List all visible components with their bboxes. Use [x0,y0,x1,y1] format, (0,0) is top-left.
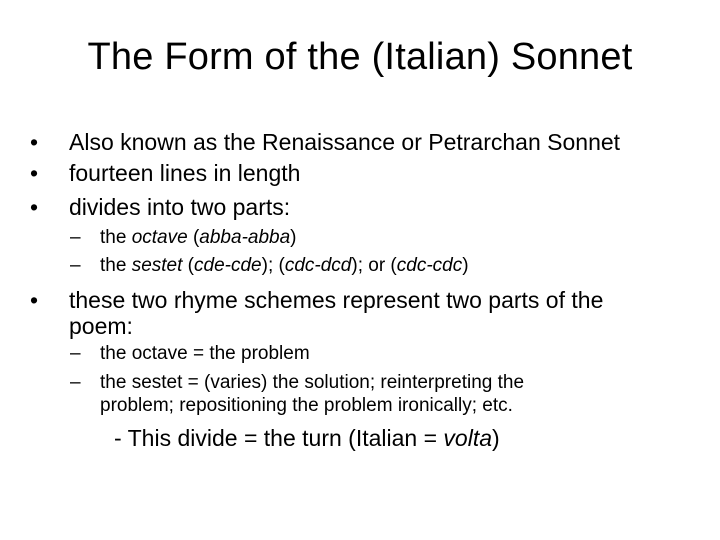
bullet-text: Also known as the Renaissance or Petrarchan Sonnet [69,129,621,155]
bullet-text: fourteen lines in length [69,160,301,186]
sestet-sep-1: ); ( [261,255,285,276]
bullet-marker: • [30,160,39,186]
turn-suffix: ) [492,425,500,451]
octave-open: ( [187,227,200,248]
bullet-marker: • [30,287,39,313]
sestet-open: ( [182,255,195,276]
bullet-text-line-1: these two rhyme schemes represent two parts of the [69,287,604,313]
sestet-scheme-1: cde-cde [194,255,262,276]
sestet-scheme-3: cdc-cdc [396,255,463,276]
bullet-text-line-2: poem: [69,313,133,339]
sestet-scheme-2: cdc-dcd [284,255,352,276]
sestet-close: ) [462,255,469,276]
octave-prefix: the [100,227,132,248]
dash-marker: – [70,227,81,248]
bullet-marker: • [30,129,39,155]
subitem-text [100,254,469,278]
dash-marker: – [70,343,81,364]
slide-title: The Form of the (Italian) Sonnet [87,36,633,78]
subitem-text [100,226,297,250]
subitem-text: the octave = the problem [100,343,310,364]
dash-marker: – [70,255,81,276]
octave-scheme: abba-abba [199,227,291,248]
subitem-text-line-1: the sestet = (varies) the solution; reinterpreting the [100,372,525,393]
octave-close: ) [290,227,297,248]
turn-term: volta [443,425,493,451]
sestet-prefix: the [100,255,132,276]
turn-prefix: - This divide = the turn (Italian = [114,425,444,451]
bullet-text: divides into two parts: [69,194,291,220]
subitem-text-line-2: problem; repositioning the problem ironically; etc. [100,395,513,416]
sestet-sep-2: ); or ( [351,255,397,276]
turn-note [114,424,500,452]
octave-term: octave [131,227,188,248]
bullet-marker: • [30,194,39,220]
sestet-term: sestet [131,255,183,276]
dash-marker: – [70,372,81,393]
